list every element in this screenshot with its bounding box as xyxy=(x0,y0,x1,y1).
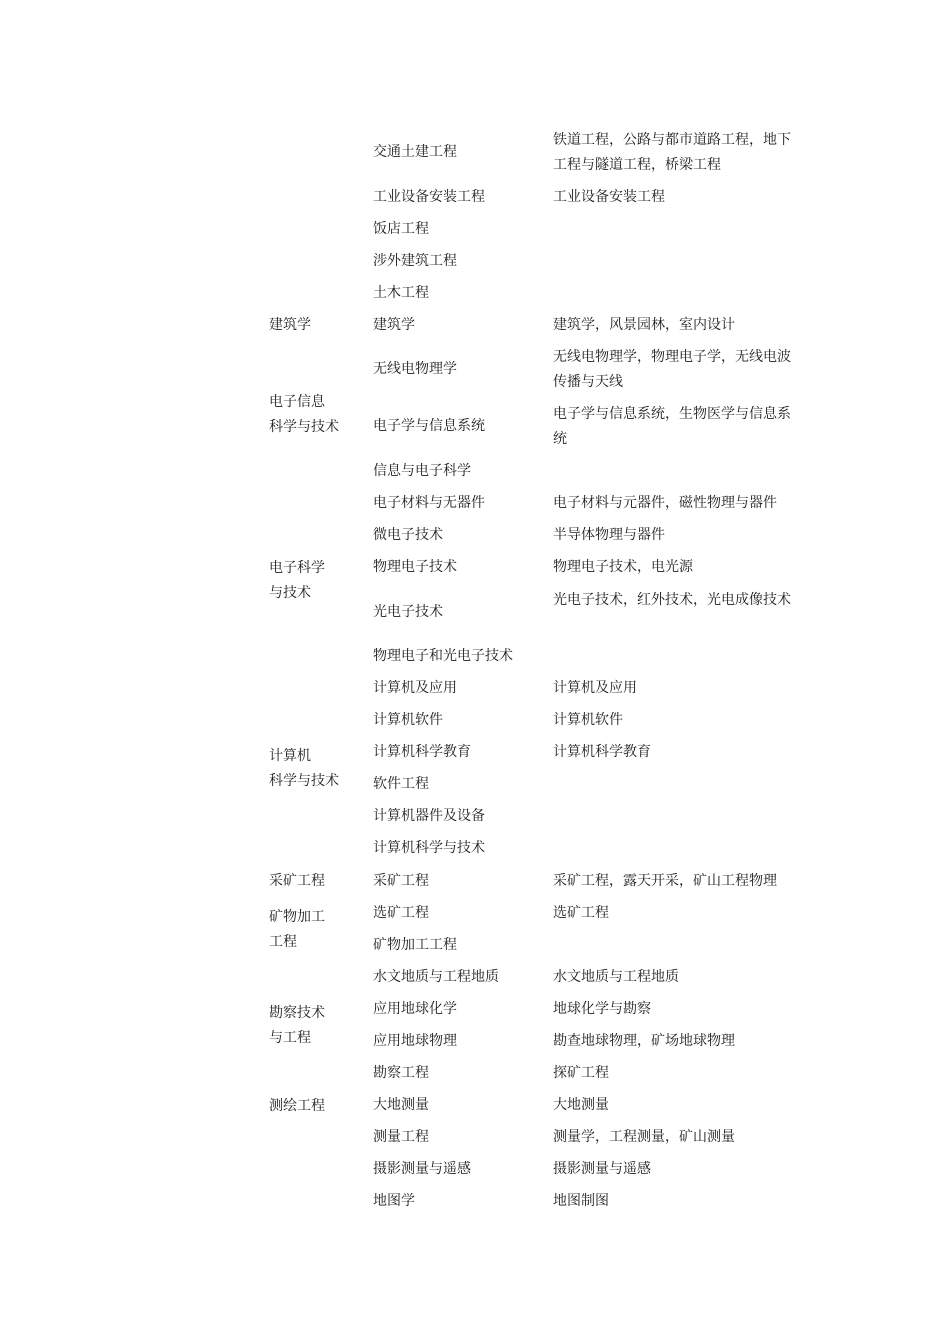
old-major-names: 光电子技术，红外技术，光电成像技术 xyxy=(553,592,791,608)
group-label-surveying xyxy=(269,1094,359,1119)
old-major-names: 水文地质与工程地质 xyxy=(553,969,679,985)
major-name: 涉外建筑工程 xyxy=(373,253,457,269)
group-line: 与技术 xyxy=(269,585,311,601)
major-name: 计算机科学教育 xyxy=(373,744,471,760)
group-label-computer-science xyxy=(269,744,359,794)
major-name: 物理电子和光电子技术 xyxy=(373,648,513,664)
major-name: 光电子技术 xyxy=(373,604,443,620)
old-major-names: 大地测量 xyxy=(553,1097,609,1113)
major-name: 摄影测量与遥感 xyxy=(373,1161,471,1177)
old-major-names: 工业设备安装工程 xyxy=(553,189,665,205)
major-name: 计算机科学与技术 xyxy=(373,840,485,856)
old-major-names: 选矿工程 xyxy=(553,905,609,921)
group-line: 采矿工程 xyxy=(269,873,325,889)
major-name: 电子学与信息系统 xyxy=(373,418,485,434)
major-name: 大地测量 xyxy=(373,1097,429,1113)
major-name: 地图学 xyxy=(373,1193,415,1209)
major-name: 矿物加工工程 xyxy=(373,937,457,953)
major-name: 工业设备安装工程 xyxy=(373,189,485,205)
group-line: 勘察技术 xyxy=(269,1005,325,1021)
group-label-electronic-information xyxy=(269,390,359,440)
major-name: 计算机器件及设备 xyxy=(373,808,485,824)
old-major-names: 电子材料与元器件，磁性物理与器件 xyxy=(553,495,777,511)
group-line: 测绘工程 xyxy=(269,1098,325,1114)
major-name: 计算机软件 xyxy=(373,712,443,728)
old-major-names: 测量学，工程测量，矿山测量 xyxy=(553,1129,735,1145)
old-major-names: 计算机及应用 xyxy=(553,680,637,696)
major-name: 应用地球物理 xyxy=(373,1033,457,1049)
major-name: 无线电物理学 xyxy=(373,361,457,377)
old-major-names: 计算机软件 xyxy=(553,712,623,728)
old-major-names: 勘查地球物理，矿场地球物理 xyxy=(553,1033,735,1049)
old-major-names: 物理电子技术，电光源 xyxy=(553,559,693,575)
major-name: 选矿工程 xyxy=(373,905,429,921)
major-name: 软件工程 xyxy=(373,776,429,792)
major-name: 土木工程 xyxy=(373,285,429,301)
old-major-names: 建筑学，风景园林，室内设计 xyxy=(553,317,735,333)
old-major-names: 半导体物理与器件 xyxy=(553,527,665,543)
group-label-architecture xyxy=(269,313,359,338)
old-major-names: 摄影测量与遥感 xyxy=(553,1161,651,1177)
major-name: 信息与电子科学 xyxy=(373,463,471,479)
old-major-names: 地球化学与勘察 xyxy=(553,1001,651,1017)
group-label-mining xyxy=(269,869,359,894)
old-major-names: 无线电物理学，物理电子学，无线电波传播与天线 xyxy=(553,349,791,390)
group-line: 科学与技术 xyxy=(269,419,339,435)
major-name: 水文地质与工程地质 xyxy=(373,969,499,985)
old-major-names: 电子学与信息系统，生物医学与信息系统 xyxy=(553,406,791,447)
group-label-exploration xyxy=(269,1001,359,1051)
major-name: 勘察工程 xyxy=(373,1065,429,1081)
major-name: 测量工程 xyxy=(373,1129,429,1145)
major-name: 采矿工程 xyxy=(373,873,429,889)
group-line: 计算机 xyxy=(269,748,311,764)
old-major-names: 探矿工程 xyxy=(553,1065,609,1081)
old-major-names: 采矿工程，露天开采，矿山工程物理 xyxy=(553,873,777,889)
group-label-mineral-processing xyxy=(269,905,359,955)
old-major-names: 计算机科学教育 xyxy=(553,744,651,760)
group-line: 建筑学 xyxy=(269,317,311,333)
group-line: 与工程 xyxy=(269,1030,311,1046)
major-name: 交通土建工程 xyxy=(373,144,457,160)
group-line: 矿物加工 xyxy=(269,909,325,925)
major-name: 电子材料与无器件 xyxy=(373,495,485,511)
group-label-electronic-science xyxy=(269,556,359,606)
major-name: 计算机及应用 xyxy=(373,680,457,696)
major-name: 应用地球化学 xyxy=(373,1001,457,1017)
group-line: 工程 xyxy=(269,934,297,950)
major-name: 物理电子技术 xyxy=(373,559,457,575)
major-name: 微电子技术 xyxy=(373,527,443,543)
group-line: 电子信息 xyxy=(269,394,325,410)
major-name: 饭店工程 xyxy=(373,221,429,237)
old-major-names: 地图制图 xyxy=(553,1193,609,1209)
group-line: 电子科学 xyxy=(269,560,325,576)
major-name: 建筑学 xyxy=(373,317,415,333)
old-major-names: 铁道工程，公路与都市道路工程，地下工程与隧道工程，桥梁工程 xyxy=(553,132,791,173)
group-line: 科学与技术 xyxy=(269,773,339,789)
